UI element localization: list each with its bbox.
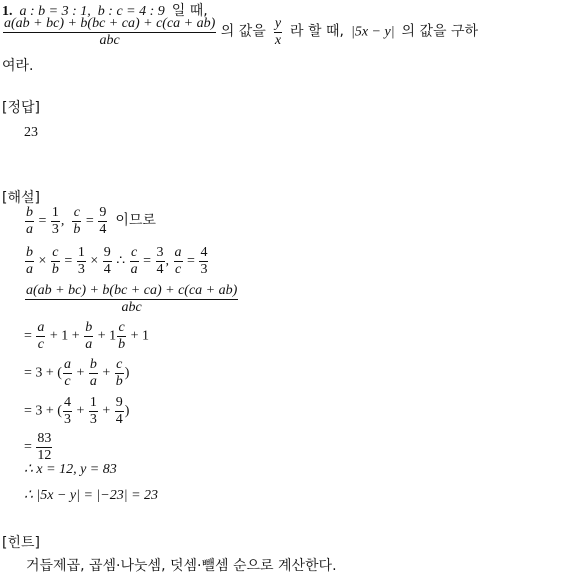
solution-big-denominator: abc [121, 300, 142, 315]
hint-label: [힌트] [2, 535, 40, 551]
solution-big-numerator: a(ab + bc) + b(bc + ca) + c(ca + ab) [26, 283, 238, 298]
solution-line-4: = $\frac{a}{c}$ + 1 + $\frac{b}{a}$ + 1 $\frac{c}{b}$ + 1 [24, 320, 150, 352]
solution-big-fraction [25, 284, 238, 315]
solution-line-3 [24, 284, 239, 315]
yx-fraction [274, 17, 282, 48]
solution-x-result: ∴ x = 12, y = 83 [24, 462, 117, 477]
solution-line-6: = 3 + ( $\frac{4}{3}$ + $\frac{1}{3}$ + $\frac{9}{4}$ ) [24, 395, 130, 427]
solution-line-7: = $\frac{83}{12}$ [24, 431, 52, 463]
solution-label: [해설] [2, 190, 40, 206]
solution-line-1: $\frac{b}{a}$ = $\frac{1}{3}$ , $\frac{c}{b}$ = $\frac{9}{4}$ 이므로 [26, 205, 156, 237]
fraction-denominator: abc [99, 33, 120, 48]
solution-line-2: $\frac{b}{a}$ × $\frac{c}{b}$ = $\frac{1}{3}$ × $\frac{9}{4}$ ∴ $\frac{c}{a}$ = $\frac{3}{4}$ , $\frac{a}{c}$ = $\frac{4}{3}$ [26, 245, 208, 277]
problem-text-mid3: 의 값을 구하 [401, 23, 479, 40]
answer-value: 23 [24, 125, 38, 140]
hint-text: 거듭제곱, 곱셈·나눗셈, 덧셈·뺄셈 순으로 계산한다. [26, 558, 337, 574]
line1-text: 이므로 [115, 212, 156, 229]
condition-1: a : b = 3 : 1, [19, 4, 91, 19]
problem-line2 [2, 17, 478, 48]
problem-text-end: 여라. [2, 58, 34, 74]
abs-expression: |5x − y| [350, 24, 395, 40]
problem-text-mid2: 라 할 때, [290, 23, 344, 40]
yx-denominator: x [274, 33, 282, 48]
fraction-numerator: a(ab + bc) + b(bc + ca) + c(ca + ab) [4, 16, 216, 31]
yx-numerator: y [274, 16, 282, 31]
condition-2: b : c = 4 : 9 [97, 4, 165, 19]
solution-final-result: ∴ |5x − y| = |−23| = 23 [24, 488, 159, 503]
problem-number: 1. [2, 4, 13, 19]
problem-text-mid1: 의 값을 [220, 23, 266, 40]
when-text: 일 때, [171, 3, 208, 19]
problem-big-fraction [3, 17, 216, 48]
solution-line-5: = 3 + ( $\frac{a}{c}$ + $\frac{b}{a}$ + $\frac{c}{b}$ ) [24, 357, 130, 389]
answer-label: [정답] [2, 100, 40, 116]
